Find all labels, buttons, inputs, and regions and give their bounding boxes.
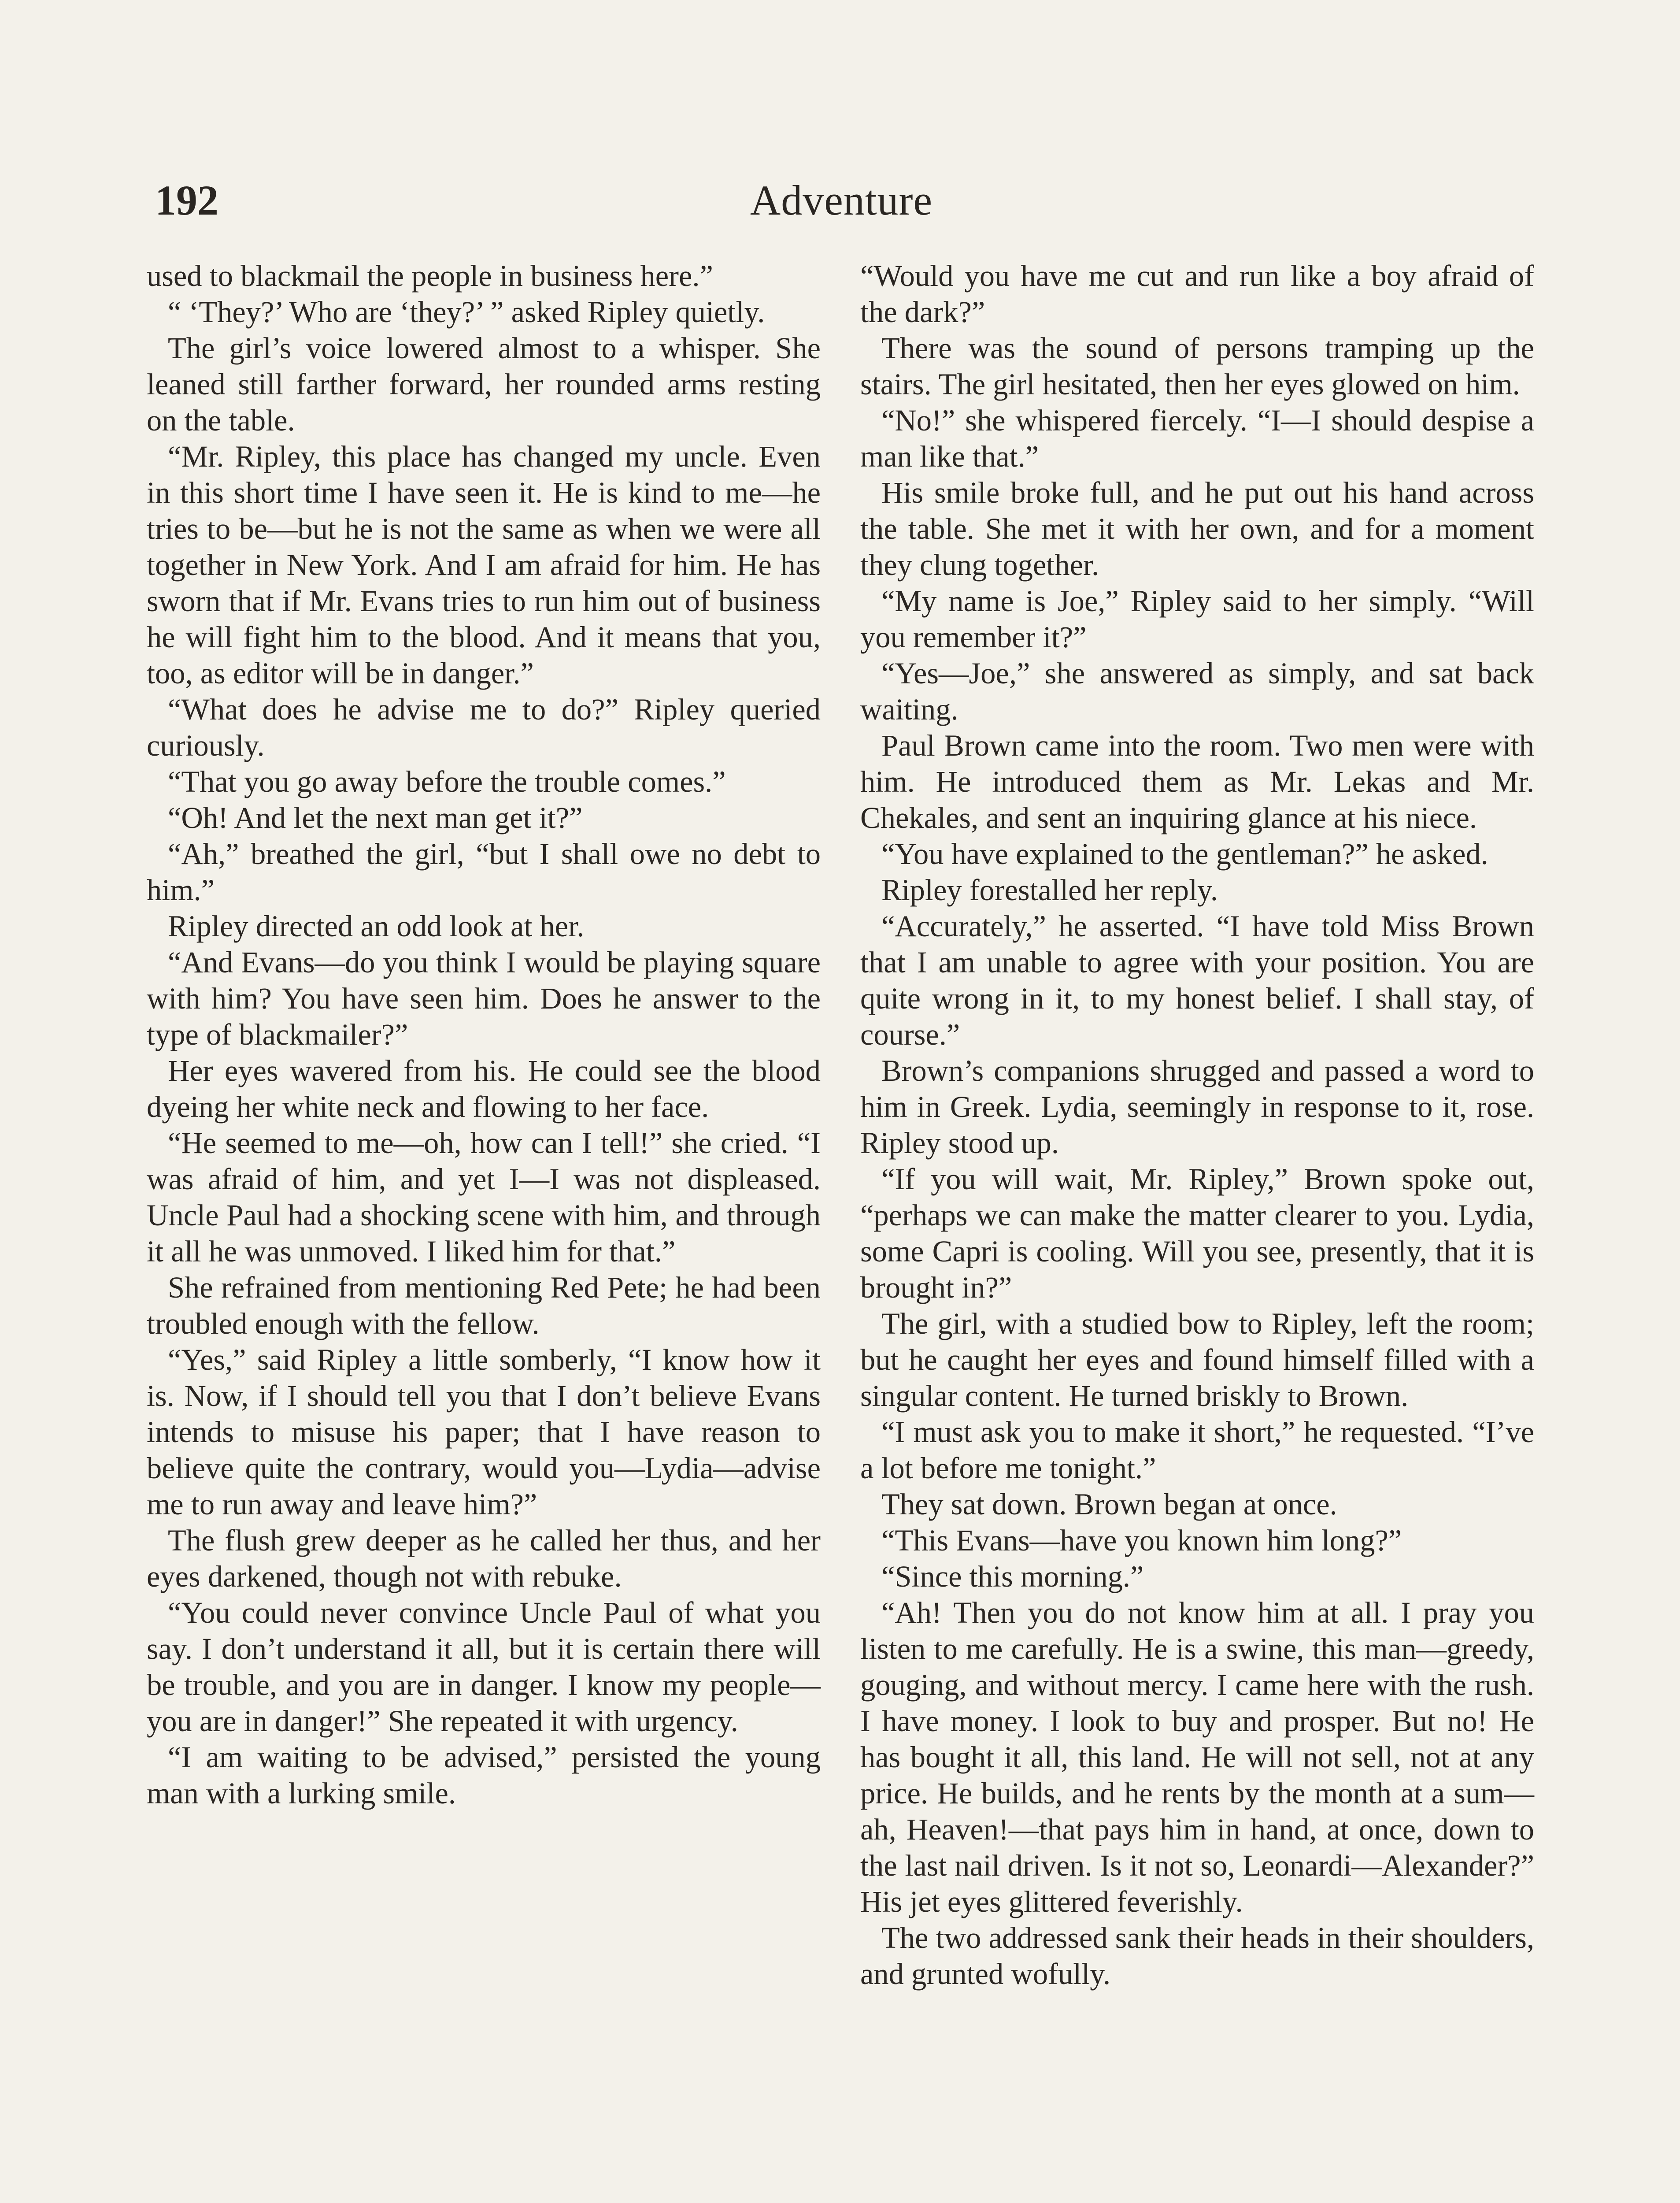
paragraph: “Ah! Then you do not know him at all. I pray you listen to me carefully. He is a swine, this man—greedy, gouging, and without mercy. I came here with the rush. I have money. I look to buy and prosper. But no! He has bought it all, this land. He will not sell, not at any price. He builds, and he rents by the month at a sum—ah, Heaven!—that pays him in hand, at once, down to the last nail driven. Is it not so, Leonardi—Alexander?” His jet eyes glittered feverishly. [860,1596,1534,1918]
right-column [860,258,1534,1992]
paragraph: Paul Brown came into the room. Two men were with him. He introduced them as Mr. Lekas and Mr. Chekales, and sent an inquiring glance at his niece. [860,729,1534,834]
paragraph: “I am waiting to be advised,” persisted the young man with a lurking smile. [147,1740,821,1810]
paragraph: “Accurately,” he asserted. “I have told Miss Brown that I am unable to agree with your position. You are quite wrong in it, to my honest belief. I shall stay, of course.” [860,909,1534,1051]
paragraph: “He seemed to me—oh, how can I tell!” she cried. “I was afraid of him, and yet I—I was not displeased. Uncle Paul had a shocking scene with him, and through it all he was unmoved. I liked him for that.” [147,1126,821,1268]
paragraph: “This Evans—have you known him long?” [881,1524,1402,1557]
paragraph: She refrained from mentioning Red Pete; he had been troubled enough with the fellow. [147,1271,821,1340]
paragraph: There was the sound of persons tramping up the stairs. The girl hesitated, then her eyes glowed on him. [860,331,1534,401]
paragraph: The girl, with a studied bow to Ripley, left the room; but he caught her eyes and found himself filled with a singular content. He turned briskly to Brown. [860,1307,1534,1413]
paragraph: The flush grew deeper as he called her thus, and her eyes darkened, though not with rebuke. [147,1524,821,1593]
paragraph: “ ‘They?’ Who are ‘they?’ ” asked Ripley quietly. [167,295,765,329]
page-header [145,167,1537,234]
paragraph: “Ah,” breathed the girl, “but I shall owe no debt to him.” [147,837,821,907]
paragraph: “You have explained to the gentleman?” he asked. [881,837,1488,871]
paragraph: They sat down. Brown began at once. [881,1487,1337,1521]
paragraph: “My name is Joe,” Ripley said to her simply. “Will you remember it?” [860,584,1534,654]
running-title: Adventure [750,177,933,224]
paragraph: “I must ask you to make it short,” he requested. “I’ve a lot before me tonight.” [860,1415,1534,1485]
page-number: 192 [155,177,218,224]
left-column [147,258,821,1811]
paragraph: “No!” she whispered fiercely. “I—I should despise a man like that.” [860,404,1534,473]
paragraph: “Yes,” said Ripley a little somberly, “I know how it is. Now, if I should tell you that I don’t believe Evans intends to misuse his paper; that I have reason to believe quite the contrary, would you—Lydia—advise me to run away and leave him?” [147,1343,821,1521]
paragraph: “Yes—Joe,” she answered as simply, and sat back waiting. [860,656,1534,726]
paragraph: “What does he advise me to do?” Ripley queried curiously. [147,693,821,762]
paragraph: His smile broke full, and he put out his hand across the table. She met it with her own, and for a moment they clung together. [860,476,1534,582]
paragraph: used to blackmail the people in business here.” [147,259,713,293]
paragraph: “If you will wait, Mr. Ripley,” Brown spoke out, “perhaps we can make the matter clearer to you. Lydia, some Capri is cooling. Will you see, presently, that it is brought in?” [860,1162,1534,1304]
paragraph: “Mr. Ripley, this place has changed my uncle. Even in this short time I have seen it. He is kind to me—he tries to be—but he is not the same as when we were all together in New York. And I am afraid for him. He has sworn that if Mr. Evans tries to run him out of business he will fight him to the blood. And it means that you, too, as editor will be in danger.” [147,440,821,690]
paragraph: “Since this morning.” [881,1560,1144,1593]
paragraph: “Would you have me cut and run like a boy afraid of the dark?” [860,259,1534,329]
paragraph: “And Evans—do you think I would be playing square with him? You have seen him. Does he answer to the type of blackmailer?” [147,946,821,1051]
paragraph: “Oh! And let the next man get it?” [167,801,583,834]
paragraph: “That you go away before the trouble comes.” [167,765,726,798]
paragraph: The two addressed sank their heads in their shoulders, and grunted wofully. [860,1921,1534,1991]
paragraph: Ripley directed an odd look at her. [167,909,585,943]
paragraph: “You could never convince Uncle Paul of what you say. I don’t understand it all, but it is certain there will be trouble, and you are in danger. I know my people—you are in danger!” She repeated it with urgency. [147,1596,821,1738]
paragraph: Brown’s companions shrugged and passed a word to him in Greek. Lydia, seemingly in response to it, rose. Ripley stood up. [860,1054,1534,1160]
paragraph: Ripley forestalled her reply. [881,873,1218,907]
paragraph: Her eyes wavered from his. He could see the blood dyeing her white neck and flowing to her face. [147,1054,821,1124]
paragraph: The girl’s voice lowered almost to a whisper. She leaned still farther forward, her rounded arms resting on the table. [147,331,821,437]
